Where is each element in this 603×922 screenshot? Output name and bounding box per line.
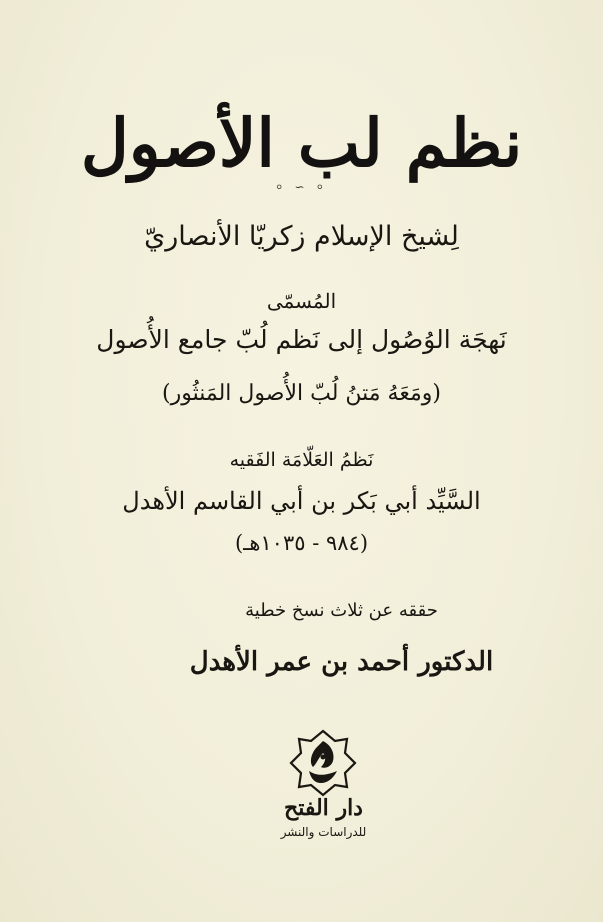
editor-name: الدكتور أحمد بن عمر الأهدل <box>189 647 494 677</box>
title-ornament-icon: ⸰ ∽ ⸰ <box>275 180 328 194</box>
book-title: نظم لب الأصول <box>80 104 523 182</box>
publisher-name: دار الفتح <box>284 795 363 821</box>
publisher-logo-icon <box>287 727 359 797</box>
named-label: المُسمّى <box>266 289 337 313</box>
accompanying-text: (ومَعَهُ مَتنُ لُبّ الأُصول المَنثُور) <box>162 381 441 406</box>
publisher-subtitle: للدراسات والنشر <box>280 825 367 839</box>
versifier-name: السَّيِّد أبي بَكر بن أبي القاسم الأهدل <box>122 487 481 515</box>
versifier-label: نَظمُ العَلّامَة الفَقيه <box>229 449 374 471</box>
alternate-title: نَهجَة الوُصُول إلى نَظم لُبّ جامع الأُصول <box>96 325 507 354</box>
versifier-dates: (٩٨٤ - ١٠٣٥هـ) <box>234 531 369 555</box>
author-line: لِشيخ الإسلام زكريّا الأنصاريّ <box>144 221 459 252</box>
editor-label: حققه عن ثلاث نسخ خطية <box>245 600 438 621</box>
